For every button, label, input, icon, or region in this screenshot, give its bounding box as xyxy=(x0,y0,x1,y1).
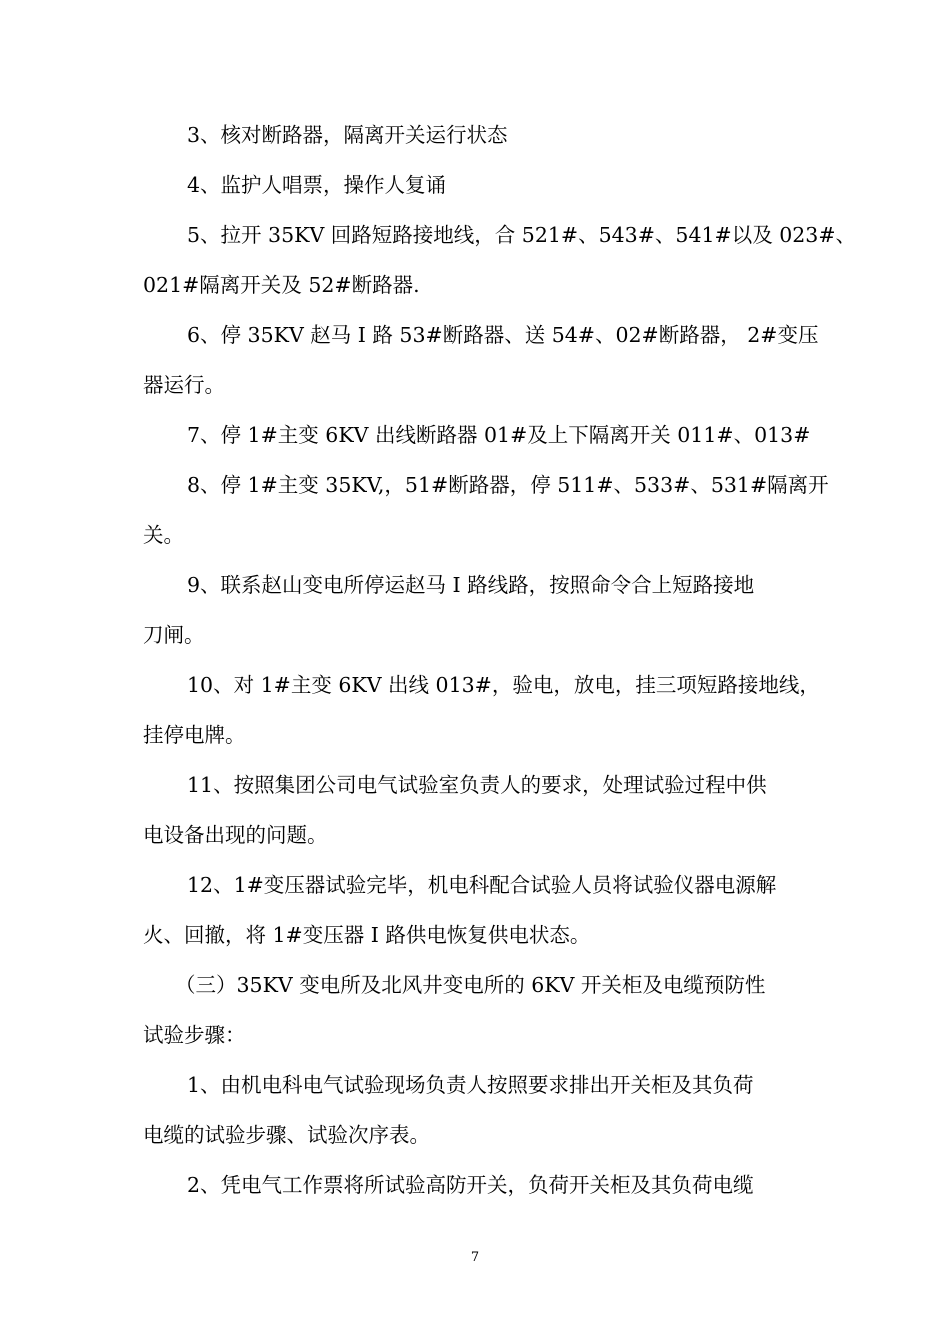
text-line: 电设备出现的问题。 xyxy=(143,823,328,847)
text-line: 4、监护人唱票，操作人复诵 xyxy=(187,173,447,197)
page-number: 7 xyxy=(470,1250,480,1265)
text-line: 2、凭电气工作票将所试验高防开关，负荷开关柜及其负荷电缆 xyxy=(187,1173,754,1197)
text-line: 挂停电牌。 xyxy=(143,723,246,747)
text-line: 1、由机电科电气试验现场负责人按照要求排出开关柜及其负荷 xyxy=(187,1073,754,1097)
text-line: 电缆的试验步骤、试验次序表。 xyxy=(143,1123,430,1147)
text-line: 刀闸。 xyxy=(143,623,205,647)
text-line: 10、对 1#主变 6KV 出线 013#，验电，放电，挂三项短路接地线， xyxy=(187,673,820,697)
text-line: 关。 xyxy=(143,523,184,547)
text-line: 12、1#变压器试验完毕，机电科配合试验人员将试验仪器电源解 xyxy=(187,873,777,897)
text-line: 6、停 35KV 赵马 I 路 53#断路器、送 54#、02#断路器， 2#变压 xyxy=(187,323,819,347)
text-line: 器运行。 xyxy=(143,373,225,397)
text-line: 试验步骤： xyxy=(143,1023,246,1047)
text-line: 021#隔离开关及 52#断路器. xyxy=(143,273,420,297)
text-line: 3、核对断路器，隔离开关运行状态 xyxy=(187,123,508,147)
text-line: 火、回撤，将 1#变压器 I 路供电恢复供电状态。 xyxy=(143,923,591,947)
text-line: 9、联系赵山变电所停运赵马 I 路线路，按照命令合上短路接地 xyxy=(187,573,755,597)
text-line: 7、停 1#主变 6KV 出线断路器 01#及上下隔离开关 011#、013# xyxy=(187,423,811,447)
text-line: 8、停 1#主变 35KV,，51#断路器，停 511#、533#、531#隔离开 xyxy=(187,473,829,497)
text-line: 11、按照集团公司电气试验室负责人的要求，处理试验过程中供 xyxy=(187,773,767,797)
section-heading: （三）35KV 变电所及北风井变电所的 6KV 开关柜及电缆预防性 xyxy=(175,973,766,997)
text-line: 5、拉开 35KV 回路短路接地线，合 521#、543#、541#以及 023#、 xyxy=(187,223,857,247)
